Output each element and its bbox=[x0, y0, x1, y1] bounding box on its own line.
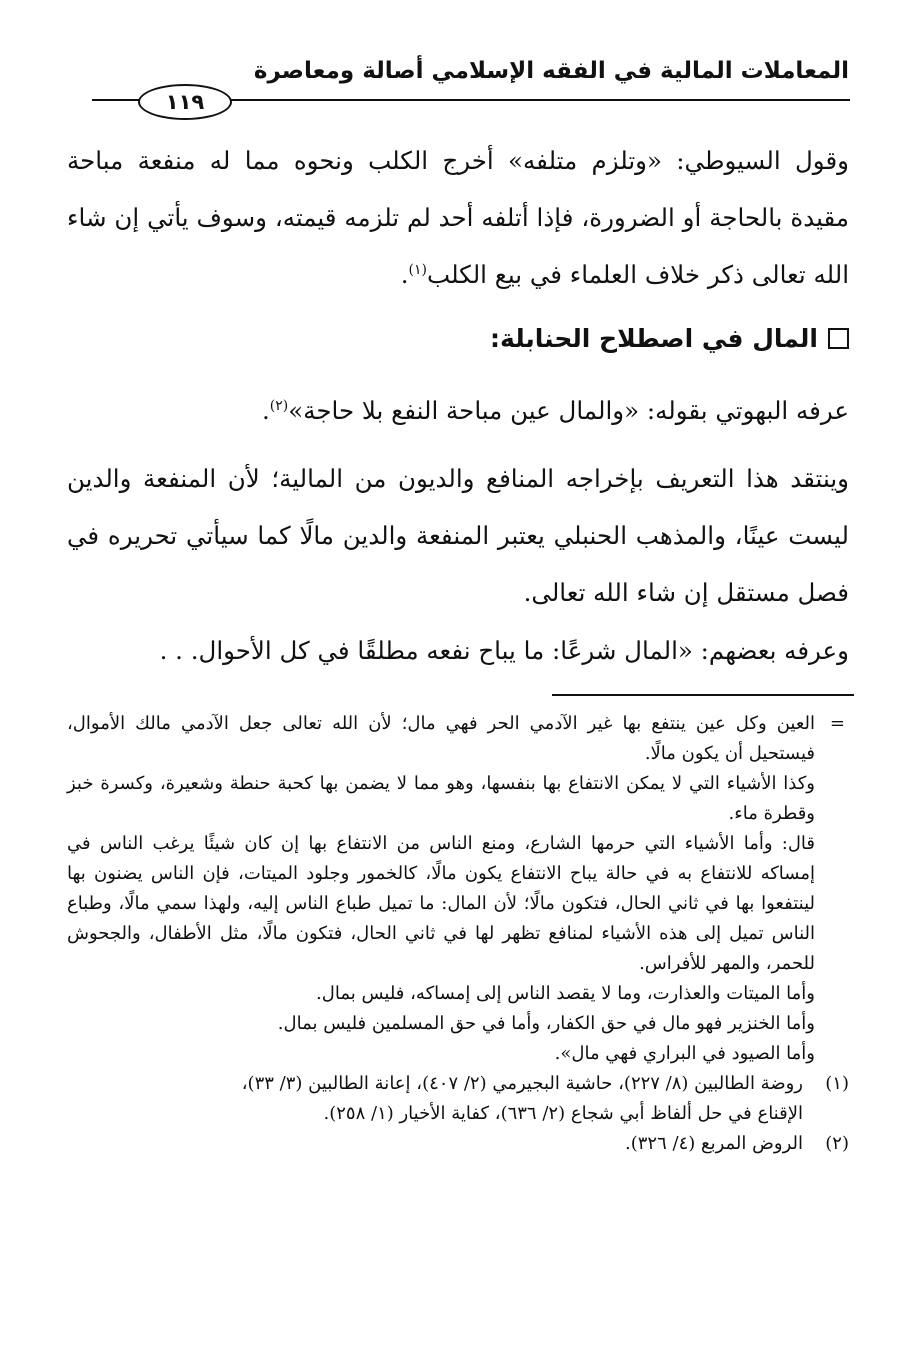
paragraph-buhuti-text: عرفه البهوتي بقوله: «والمال عين مباحة النفع بلا حاجة» bbox=[288, 396, 849, 425]
paragraph-buhuti-end: . bbox=[262, 396, 270, 425]
footnotes bbox=[67, 709, 849, 1159]
footnote-separator bbox=[552, 694, 854, 696]
paragraph-critique: وينتقد هذا التعريف بإخراجه المنافع والديون من المالية؛ لأن المنفعة والدين ليست عينًا، والمذهب الحنبلي يعتبر المنفعة والدين مالًا كما سيأتي تحريره في فصل مستقل إن شاء الله تعالى. bbox=[67, 464, 849, 607]
section-heading-text: المال في اصطلاح الحنابلة: bbox=[490, 324, 818, 353]
footnote-ref-1: (١) bbox=[408, 261, 428, 278]
footnote-1-line: روضة الطالبين (٨/ ٢٢٧)، حاشية البجيرمي (٢/ ٤٠٧)، إعانة الطالبين (٣/ ٣٣)، bbox=[241, 1073, 803, 1094]
footnote-2-marker: (٢) bbox=[825, 1133, 849, 1154]
footnote-1-line: الإقناع في حل ألفاظ أبي شجاع (٢/ ٦٣٦)، كفاية الأخيار (١/ ٢٥٨). bbox=[323, 1103, 803, 1124]
footnote-continuation-line: قال: وأما الأشياء التي حرمها الشارع، ومنع الناس من الانتفاع بها إن كان شيئًا يرغب الناس في إمساكه للانتفاع به في حالة يباح الانتفاع يكون مالًا، كالخمور وجلود الميتات، فإن الناس يضنون بها لينتفعوا بها في ثاني الحال، فتكون مالًا؛ لأن المال: ما تميل طباع الناس إليه، ولهذا سمي مالًا، وطباع الناس تميل إلى هذه الأشياء لمنافع تظهر لها في ثاني الحال، فتكون مالًا، مثل الأطفال، والجحوش للحمر، والمهر للأفراس. bbox=[67, 833, 815, 974]
section-heading bbox=[67, 324, 849, 353]
footnote-continuation bbox=[67, 769, 849, 829]
footnote-continuation bbox=[67, 1039, 849, 1069]
paragraph-buhuti bbox=[67, 382, 849, 439]
paragraph-other-definition: وعرفه بعضهم: «المال شرعًا: ما يباح نفعه مطلقًا في كل الأحوال. . . bbox=[159, 636, 849, 665]
footnote-ref-2: (٢) bbox=[269, 397, 289, 414]
footnote-continuation-line: وأما الخنزير فهو مال في حق الكفار، وأما في حق المسلمين فليس بمال. bbox=[277, 1013, 815, 1034]
footnote-continuation-line: وكذا الأشياء التي لا يمكن الانتفاع بها بنفسها، وهو مما لا يضمن بها كحبة حنطة وشعيرة، وكسرة خبز وقطرة ماء. bbox=[67, 773, 815, 824]
footnote-1-marker: (١) bbox=[825, 1073, 849, 1094]
footnote-continuation bbox=[67, 709, 849, 769]
footnote-continuation-line: وأما الصيود في البراري فهي مال». bbox=[554, 1043, 815, 1064]
footnote-1 bbox=[67, 1069, 849, 1129]
footnote-continuation bbox=[67, 979, 849, 1009]
running-title: المعاملات المالية في الفقه الإسلامي أصالة ومعاصرة bbox=[253, 58, 849, 84]
footnote-2-line: الروض المربع (٤/ ٣٢٦). bbox=[625, 1133, 803, 1154]
footnote-continuation bbox=[67, 1009, 849, 1039]
footnote-2 bbox=[67, 1129, 849, 1159]
page-number: ١١٩ bbox=[138, 84, 232, 120]
footnote-continuation-line: العين وكل عين ينتفع بها غير الآدمي الحر فهي مال؛ لأن الله تعالى جعل الآدمي مالك الأموال، فيستحيل أن يكون مالًا. bbox=[67, 713, 815, 764]
square-bullet-icon bbox=[828, 328, 849, 349]
paragraph-suyuti-end: . bbox=[400, 260, 409, 289]
paragraph-suyuti-text: وقول السيوطي: «وتلزم متلفه» أخرج الكلب ونحوه مما له منفعة مباحة مقيدة بالحاجة أو الضرورة، فإذا أتلفه أحد لم تلزمه قيمته، وسوف يأتي إن شاء الله تعالى ذكر خلاف العلماء في بيع الكلب bbox=[67, 146, 849, 289]
footnote-continuation bbox=[67, 829, 849, 979]
paragraph-suyuti bbox=[67, 132, 849, 303]
footnote-continuation-line: وأما الميتات والعذارت، وما لا يقصد الناس إلى إمساكه، فليس بمال. bbox=[316, 983, 815, 1004]
continuation-marker: = bbox=[829, 713, 845, 734]
